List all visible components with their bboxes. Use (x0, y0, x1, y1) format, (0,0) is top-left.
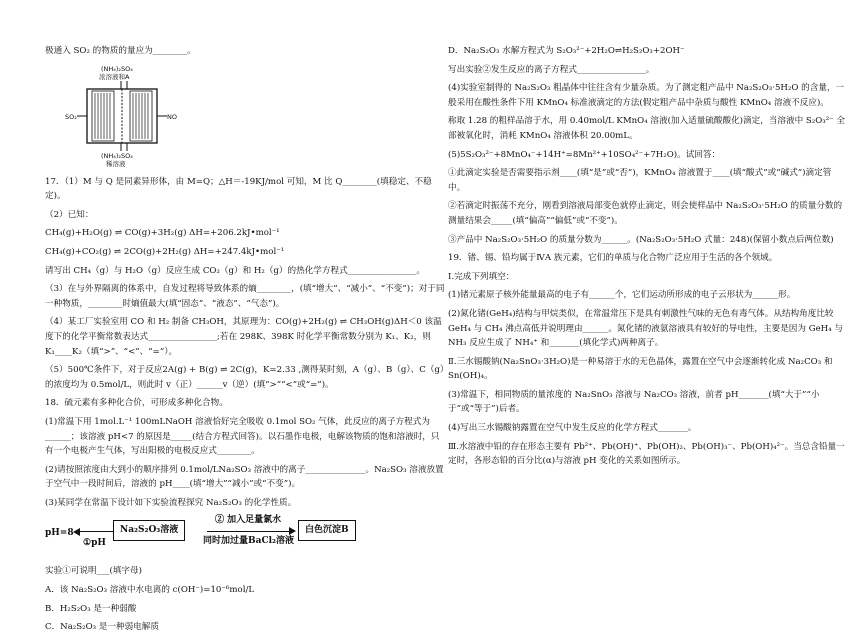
flow-line-2 (207, 531, 291, 532)
q18-part3: (3)某同学在常温下设计如下实验流程探究 Na₂S₂O₃ 的化学性质。 (45, 497, 297, 508)
top-label-1: (NH₄)₂SO₄ (101, 64, 133, 73)
q17-part1: 17．（1）M 与 Q 是同素异形体，由 M=Q；△H＝-19KJ/mol 可知，M 比 Q________(填稳定、不稳定)。 (45, 176, 432, 202)
q18-question-3: ③产品中 Na₂S₂O₃·5H₂O 的质量分数为______。(Na₂S₂O₃·5H₂O 式量：248)(保留小数点后两位数) (448, 234, 834, 245)
q18-question-1: ①此滴定实验是否需要指示剂____(填“是”或“否”)，KMnO₄ 溶液置于____(填“酸式”或“碱式”)滴定管中。 (448, 168, 832, 193)
q19-part1: (1)锗元素原子核外能量最高的电子有______个，它们运动所形成的电子云形状为______形。 (448, 290, 796, 301)
q19-section-ii: Ⅱ.三水锡酸钠(Na₂SnO₃·3H₂O)是一种易溶于水的无色晶体，露置在空气中会逐渐转化成 Na₂CO₃ 和 Sn(OH)₄。 (448, 356, 833, 382)
step1-label: ①pH (83, 538, 106, 549)
q18-weighing: 称取 1.28 的粗样品溶于水，用 0.40mol/L KMnO₄ 溶液(加入适量硫酸酸化)滴定，当溶液中 S₂O₃²⁻ 全部被氧化时，消耗 KMnO₄ 溶液体积 20.00mL。 (448, 116, 846, 141)
q18-experiment2-ask: 写出实验②发生反应的离子方程式________________。 (448, 64, 655, 75)
top-label-2: 浓溶液和A (99, 72, 130, 81)
left-column (45, 0, 445, 639)
step2-bottom-label: 同时加过量BaCl₂溶液 (203, 536, 294, 547)
so2-label: SO₂ (65, 112, 77, 121)
precipitate-box: 白色沉淀B (298, 520, 356, 541)
intro-text: 极通入 SO₂ 的物质的量应为________。 (45, 46, 196, 56)
option-d: D．Na₂S₂O₃ 水解方程式为 S₂O₃²⁻+2H₂O⇌H₂S₂O₃+2OH⁻ (448, 46, 685, 56)
q19-head: 19．锗、锡、铅均属于ⅣA 族元素，它们的单质与化合物广泛应用于生活的各个领域。 (448, 253, 778, 264)
electrolysis-cell-diagram (63, 63, 183, 169)
experiment1-ask: 实验①可说明___(填字母) (45, 566, 142, 577)
option-b: B．H₂S₂O₃ 是一种弱酸 (45, 603, 137, 614)
q17-part2-head: （2）已知： (45, 209, 94, 220)
q17-part5: （5）500℃条件下，对于反应2A(g) + B(g) ⇌ 2C(g)，K=2.33 ,测得某时刻，A（g）、B（g）、C（g）的浓度均为 0.5mol/L，则此时 v（正）______v（逆）(填“>”“<”或“=”)。 (45, 365, 445, 390)
bottom-label-2: 稀溶液 (106, 159, 126, 168)
flow-arrow-1 (73, 528, 80, 536)
option-c: C．Na₂S₂O₃ 是一种弱电解质 (45, 622, 159, 633)
q19-part4: (4)写出三水锡酸钠露置在空气中发生反应的化学方程式_______。 (448, 423, 697, 434)
q18-part2: (2)请按照浓度由大到小的顺序排列 0.1mol/LNa₂SO₃ 溶液中的离子______________。Na₂SO₃ 溶液放置于空气中一段时间后，溶液的 pH____(填“增大”“减小”或“不变”)。 (45, 464, 444, 490)
option-a: A．该 Na₂S₂O₃ 溶液中水电离的 c(OH⁻)=10⁻⁶mol/L (45, 585, 255, 596)
right-column (448, 0, 848, 473)
q19-section-iii: Ⅲ.水溶液中铅的存在形态主要有 Pb²⁺、Pb(OH)⁺、Pb(OH)₂、Pb(OH)₃⁻、Pb(OH)₄²⁻。当总含铅量一定时，各形态铅的百分比(α)与溶液 pH 变化的关系如图所示。 (448, 441, 845, 467)
q17-equation-1: CH₄(g)+H₂O(g) ⇌ CO(g)+3H₂(g) ΔH=+206.2kJ•mol⁻¹ (45, 228, 280, 239)
q18-part1: (1)常温下用 1mol.L⁻¹ 100mLNaOH 溶液恰好完全吸收 0.1mol SO₂ 气体，此反应的离子方程式为______；该溶液 pH<7 的原因是_____(结合方程式回答)。以石墨作电极，电解该物质的饱和溶液时，只有一个电极产生气体，写出阳极的电极反应式________。 (45, 416, 440, 457)
bottom-label-1: (NH₄)₂SO₄ (101, 151, 133, 160)
q19-section-i: Ⅰ.完成下列填空： (448, 271, 515, 282)
ph-value-label: pH=8 (45, 528, 74, 539)
q17-part3: （3）在与外界隔离的体系中，自发过程将导致体系的熵________，(填“增大”、“减小”、“不变”)；对于同一种物质，________时熵值最大(填“固态”、“液态”、“气态”)。 (45, 284, 445, 309)
q17-part4: （4）某工厂实验室用 CO 和 H₂ 制备 CH₃OH，其原理为：CO(g)+2H₂(g) ⇌ CH₃OH(g)ΔH＜0 该温度下的化学平衡常数表达式________________;若在 298K、398K 时化学平衡常数分别为 K₁、K₂，则 K₁____K₂（填“>”、“<”、“=”）。 (45, 317, 442, 357)
step2-top-label: ② 加入足量氯水 (215, 515, 282, 526)
q18-part4: (4)实验室制得的 Na₂S₂O₃ 粗晶体中往往含有少量杂质。为了测定粗产品中 Na₂S₂O₃·5H₂O 的含量，一般采用在酸性条件下用 KMnO₄ 标准液滴定的方法(假定粗产品中杂质与酸性 KMnO₄ 溶液不反应)。 (448, 83, 845, 108)
q18-equation: (5)5S₂O₃²⁻+8MnO₄⁻+14H⁺=8Mn²⁺+10SO₄²⁻+7H₂O)。试回答： (448, 149, 721, 160)
q19-part3: (3)常温下，相同物质的量浓度的 Na₂SnO₃ 溶液与 Na₂CO₃ 溶液，前者 pH_______(填“大于”“小于”或“等于”)后者。 (448, 389, 820, 415)
experiment-flow-diagram (45, 516, 445, 558)
q18-question-2: ②若滴定时振荡不充分，刚看到溶液局部变色就停止滴定，则会使样品中 Na₂S₂O₃·5H₂O 的质量分数的测量结果会_____(填“偏高”“偏低”或“不变”)。 (448, 201, 843, 226)
q17-part2-ask: 请写出 CH₄（g）与 H₂O（g）反应生成 CO₂（g）和 H₂（g）的热化学方程式________________。 (45, 265, 426, 276)
reagent-box: Na₂S₂O₃溶液 (113, 520, 185, 541)
q17-equation-2: CH₄(g)+CO₂(g) ⇌ 2CO(g)+2H₂(g) ΔH=+247.4kJ•mol⁻¹ (45, 246, 285, 257)
q18-head: 18．硫元素有多种化合价，可形成多种化合物。 (45, 398, 228, 409)
flow-line-1 (79, 531, 113, 532)
q19-part2: (2)氮化锗(GeH₄)结构与甲烷类似，在常温常压下是具有刺激性气味的无色有毒气体。从结构角度比较 GeH₄ 与 CH₄ 沸点高低并说明理由______。氮化锗的液氨溶液具有较好的导电性，主要是因为 GeH₄ 与 NH₃ 反应生成了 NH₄⁺ 和_______(填化学式)两种离子。 (448, 308, 843, 349)
no-label: NO (167, 112, 177, 121)
